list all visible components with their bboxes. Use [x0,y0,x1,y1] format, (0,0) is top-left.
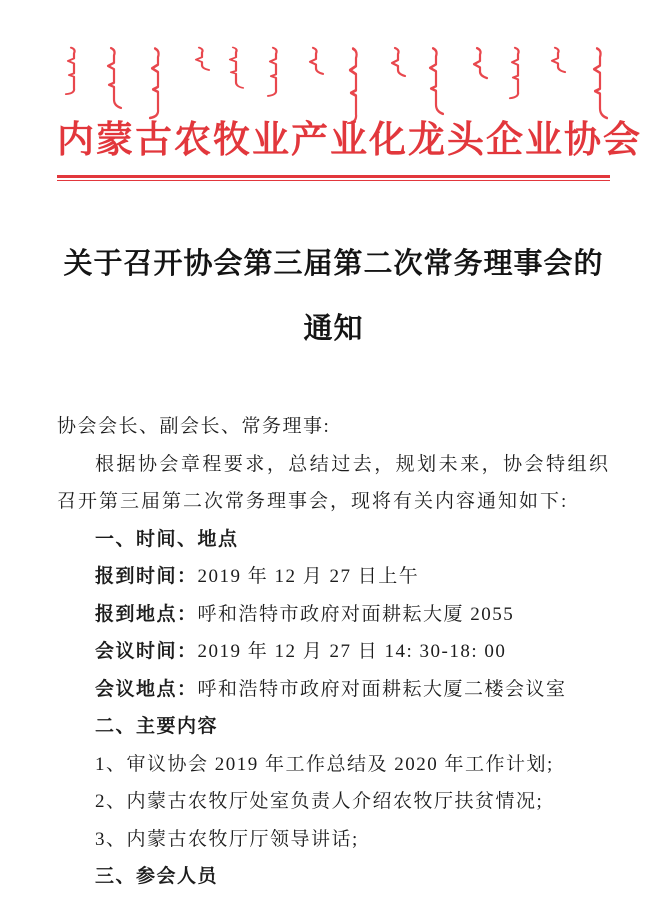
meeting-time-line [57,633,610,671]
salutation: 协会会长、副会长、常务理事: [57,416,331,437]
agenda-item-1: 1、审议协会 2019 年工作总结及 2020 年工作计划; [95,753,554,775]
section-heading-time-place: 一、时间、地点 [95,528,239,550]
meeting-place-line [57,671,610,709]
agenda-item-2: 2、内蒙古农牧厅处室负责人介绍农牧厅扶贫情况; [95,791,544,812]
agenda-item-3: 3、内蒙古农牧厅厅领导讲话; [95,828,359,850]
divider-thick-rule [57,175,610,178]
divider-thin-rule [57,180,610,181]
registration-place-label: 报到地点： [95,603,198,625]
registration-time-line [57,558,610,596]
meeting-time-label: 会议时间： [95,641,198,662]
mongolian-script-banner [57,44,610,124]
document-title-line1: 关于召开协会第三届第二次常务理事会的 [63,248,604,280]
registration-place-value: 呼和浩特市政府对面耕耘大厦 2055 [197,603,515,625]
registration-place-line [57,596,610,634]
meeting-place-value: 呼和浩特市政府对面耕耘大厦二楼会议室 [197,678,567,700]
meeting-time-value: 2019 年 12 月 27 日 14: 30-18: 00 [197,641,507,662]
section-heading-main-content: 二、主要内容 [95,716,219,737]
meeting-place-label: 会议地点： [95,678,198,700]
registration-time-value: 2019 年 12 月 27 日上午 [197,566,420,587]
document-title [57,247,610,346]
letterhead-divider [57,175,610,181]
intro-paragraph: 根据协会章程要求，总结过去，规划未来，协会特组织召开第三届第二次常务理事会，现将有关内容通知如下: [57,453,610,512]
notice-body [57,408,610,896]
section-heading-attendees: 三、参会人员 [95,866,219,887]
document-title-line2: 通知 [303,313,364,345]
letterhead [57,44,642,181]
association-name: 内蒙古农牧业产业化龙头企业协会 [57,120,642,161]
registration-time-label: 报到时间： [95,566,198,587]
